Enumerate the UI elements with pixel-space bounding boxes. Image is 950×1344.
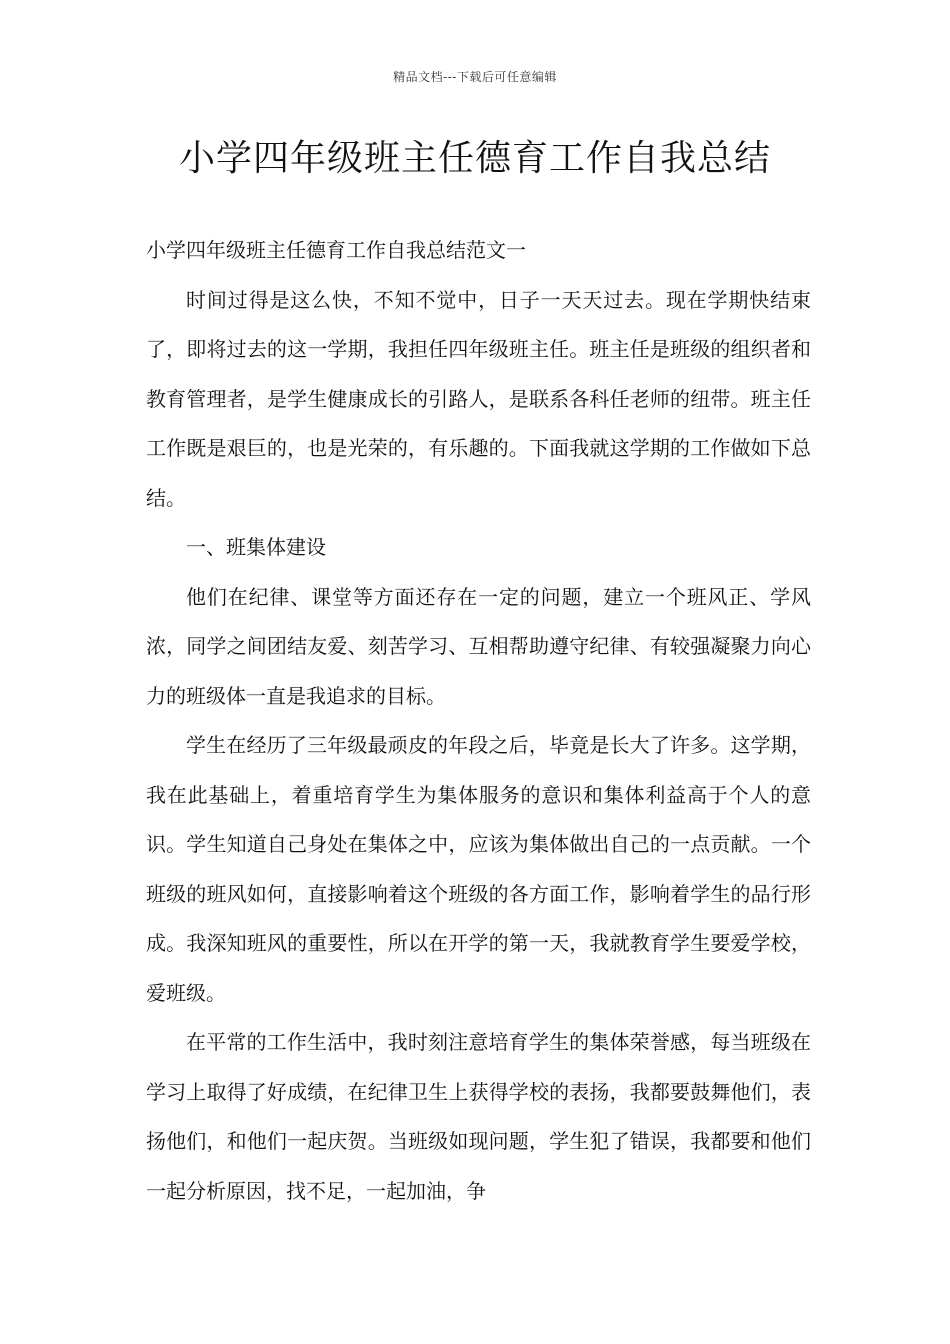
document-body [146,226,811,1216]
paragraph-collective-awareness: 学生在经历了三年级最顽皮的年段之后，毕竟是长大了许多。这学期，我在此基础上，着重培育学生为集体服务的意识和集体利益高于个人的意识。学生知道自己身处在集体之中，应该为集体做出自己的一点贡献。一个班级的班风如何，直接影响着这个班级的各方面工作，影响着学生的品行形成。我深知班风的重要性，所以在开学的第一天，我就教育学生要爱学校，爱班级。 [146,733,811,1005]
header-note: 精品文档---下载后可任意编辑 [393,70,557,84]
paragraph-collective-honor: 在平常的工作生活中，我时刻注意培育学生的集体荣誉感，每当班级在学习上取得了好成绩，在纪律卫生上获得学校的表扬，我都要鼓舞他们，表扬他们，和他们一起庆贺。当班级如现问题，学生犯了错误，我都要和他们一起分析原因，找不足，一起加油，争 [146,1030,811,1203]
paragraph-intro: 时间过得是这么快，不知不觉中，日子一天天过去。现在学期快结束了，即将过去的这一学期，我担任四年级班主任。班主任是班级的组织者和教育管理者，是学生健康成长的引路人，是联系各科任老师的纽带。班主任工作既是艰巨的，也是光荣的，有乐趣的。下面我就这学期的工作做如下总结。 [146,287,811,510]
paragraph-goal: 他们在纪律、课堂等方面还存在一定的问题，建立一个班风正、学风浓，同学之间团结友爱、刻苦学习、互相帮助遵守纪律、有较强凝聚力向心力的班级体一直是我追求的目标。 [146,584,811,708]
section-subtitle: 小学四年级班主任德育工作自我总结范文一 [146,238,526,262]
document-title: 小学四年级班主任德育工作自我总结 [178,138,771,179]
section-heading-class-building: 一、班集体建设 [186,535,326,559]
